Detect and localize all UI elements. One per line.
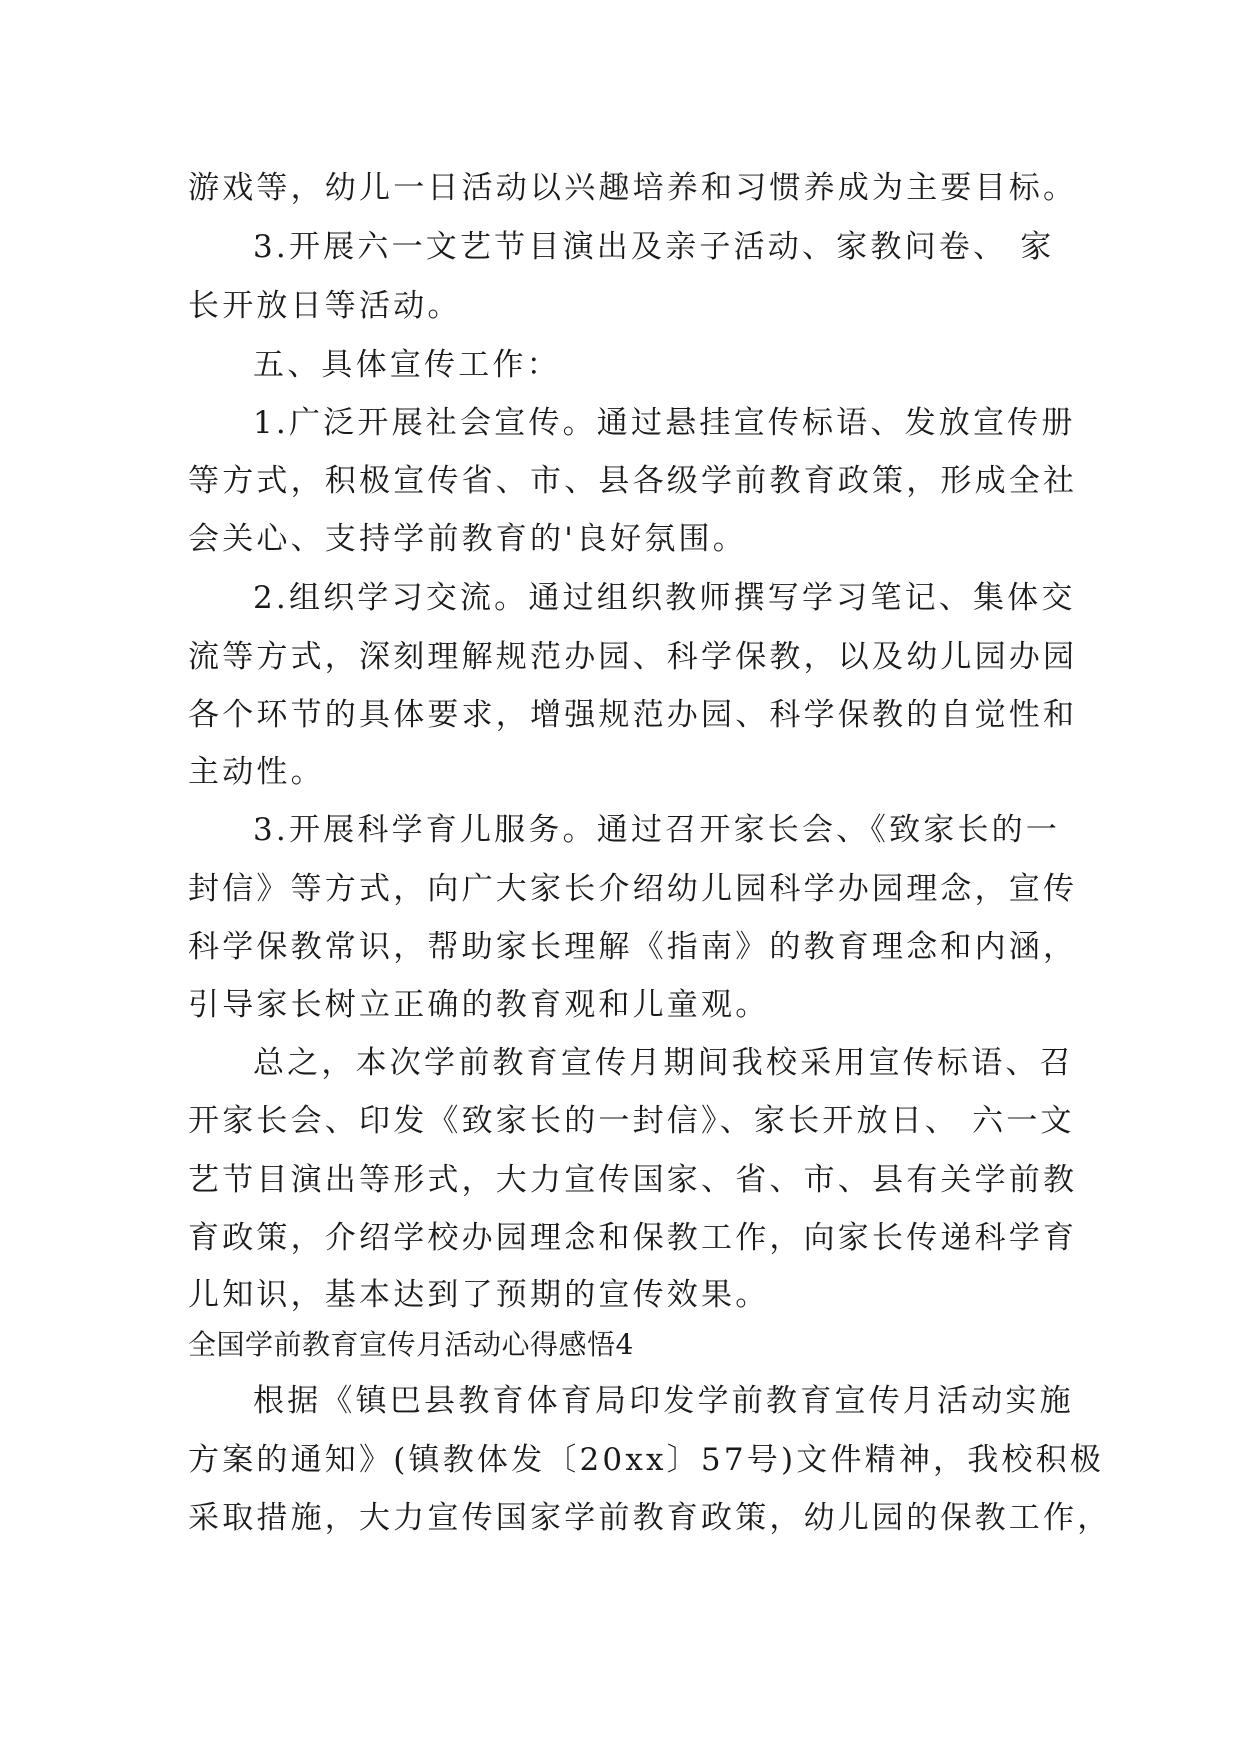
text-line: 引导家长树立正确的教育观和儿童观。 bbox=[188, 987, 770, 1023]
text-line: 会关心、支持学前教育的'良好氛围。 bbox=[188, 521, 747, 557]
section-heading: 五、具体宣传工作： bbox=[253, 347, 561, 383]
text-line: 2.组织学习交流。通过组织教师撰写学习笔记、集体交 bbox=[253, 580, 1076, 616]
text-line: 等方式，积极宣传省、市、县各级学前教育政策，形成全社 bbox=[188, 463, 1078, 499]
text-line: 3.开展六一文艺节目演出及亲子活动、家教问卷、 家 bbox=[253, 229, 1055, 265]
text-line: 总之，本次学前教育宣传月期间我校采用宣传标语、召 bbox=[253, 1045, 1074, 1081]
text-line: 科学保教常识，帮助家长理解《指南》的教育理念和内涵， bbox=[188, 929, 1078, 965]
article-title: 全国学前教育宣传月活动心得感悟4 bbox=[188, 1328, 634, 1361]
text-line: 根据《镇巴县教育体育局印发学前教育宣传月活动实施 bbox=[253, 1383, 1074, 1419]
text-line: 长开放日等活动。 bbox=[188, 288, 462, 324]
text-line: 1.广泛开展社会宣传。通过悬挂宣传标语、发放宣传册 bbox=[253, 405, 1076, 441]
text-line: 主动性。 bbox=[188, 754, 325, 790]
text-line: 流等方式，深刻理解规范办园、科学保教，以及幼儿园办园 bbox=[188, 639, 1078, 675]
text-line: 3.开展科学育儿服务。通过召开家长会、《致家长的一 bbox=[253, 812, 1061, 848]
text-line: 各个环节的具体要求，增强规范办园、科学保教的自觉性和 bbox=[188, 697, 1078, 733]
text-line: 采取措施，大力宣传国家学前教育政策，幼儿园的保教工作， bbox=[188, 1500, 1112, 1536]
text-line: 方案的通知》(镇教体发〔20xx〕57号)文件精神，我校积极 bbox=[188, 1442, 1105, 1478]
text-line: 游戏等，幼儿一日活动以兴趣培养和习惯养成为主要目标。 bbox=[188, 170, 1078, 206]
text-line: 开家长会、印发《致家长的一封信》、家长开放日、 六一文 bbox=[188, 1103, 1075, 1139]
text-line: 育政策，介绍学校办园理念和保教工作，向家长传递科学育 bbox=[188, 1220, 1078, 1256]
text-line: 封信》等方式，向广大家长介绍幼儿园科学办园理念，宣传 bbox=[188, 871, 1078, 907]
text-line: 艺节目演出等形式，大力宣传国家、省、市、县有关学前教 bbox=[188, 1162, 1078, 1198]
text-line: 儿知识，基本达到了预期的宣传效果。 bbox=[188, 1277, 770, 1313]
